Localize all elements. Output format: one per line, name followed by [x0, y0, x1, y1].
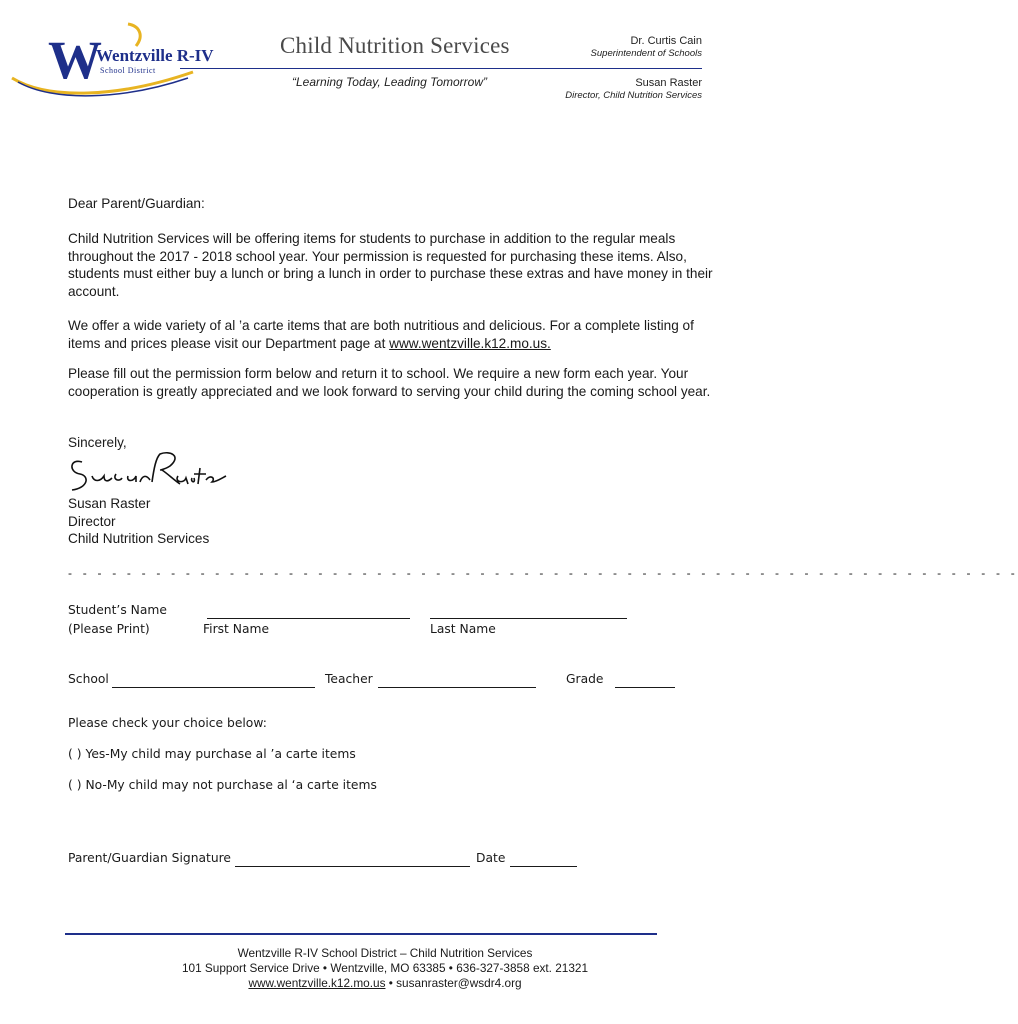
date-field[interactable] [510, 866, 577, 867]
choice-prompt: Please check your choice below: [68, 716, 267, 730]
footer-divider [65, 933, 657, 935]
cut-line: - - - - - - - - - - - - - - - - - - - - - - - - - - - - - - - - - - - - - - - - - - - - - - - - - - - - - - - - - - - - - - - - - [68, 566, 1018, 580]
footer-line-3 [0, 976, 770, 990]
option-yes-checkbox[interactable]: ( ) [68, 747, 82, 761]
logo-subtitle: School District [100, 66, 156, 75]
date-label: Date [476, 851, 506, 865]
paragraph-1 [68, 230, 728, 300]
teacher-label: Teacher [325, 672, 373, 686]
director-title: Director, Child Nutrition Services [565, 90, 702, 101]
footer-email[interactable]: susanraster@wsdr4.org [396, 976, 522, 990]
please-print-label: (Please Print) [68, 622, 150, 636]
last-name-label: Last Name [430, 622, 496, 636]
paragraph-3 [68, 365, 728, 400]
superintendent-title: Superintendent of Schools [590, 48, 702, 59]
option-yes [68, 747, 356, 761]
signer-name: Susan Raster [68, 496, 151, 511]
department-title: Child Nutrition Services [280, 33, 510, 58]
grade-field[interactable] [615, 687, 675, 688]
header-divider [180, 68, 702, 69]
closing: Sincerely, [68, 435, 127, 450]
teacher-field[interactable] [378, 687, 536, 688]
signer-department: Child Nutrition Services [68, 531, 210, 546]
signature-graphic [66, 448, 231, 498]
option-no-label: No-My child may not purchase al ‘a carte items [85, 778, 377, 792]
option-no-checkbox[interactable]: ( ) [68, 778, 82, 792]
handwritten-signature [66, 448, 231, 498]
guardian-signature-field[interactable] [235, 866, 470, 867]
option-yes-label: Yes-My child may purchase al ’a carte items [85, 747, 356, 761]
grade-label: Grade [566, 672, 604, 686]
footer-website-link[interactable]: www.wentzville.k12.mo.us [248, 976, 386, 990]
tagline: “Learning Today, Leading Tomorrow” [292, 75, 488, 89]
signer-title: Director [68, 514, 116, 529]
first-name-field[interactable] [207, 618, 410, 619]
paragraph-2 [68, 317, 728, 352]
footer-line-1: Wentzville R-IV School District – Child Nutrition Services [237, 946, 533, 960]
director-name: Susan Raster [635, 77, 702, 89]
option-no [68, 778, 377, 792]
student-name-label: Student’s Name [68, 603, 167, 617]
paragraph-2-text: We offer a wide variety of al ’a carte items that are both nutritious and delicious. For a complete listing of items and prices please visit our Department page at [68, 318, 694, 351]
salutation: Dear Parent/Guardian: [68, 196, 205, 211]
last-name-field[interactable] [430, 618, 627, 619]
department-link[interactable]: www.wentzville.k12.mo.us. [389, 335, 551, 351]
first-name-label: First Name [203, 622, 270, 636]
paragraph-1-text: Child Nutrition Services will be offering items for students to purchase in addition to the regular meals throughout the 2017 - 2018 school year. Your permission is requested for purchasing these items. Also, students must either buy a lunch or bring a lunch in order to purchase these extras and have money in their account. [68, 231, 713, 299]
svg-text:W: W [48, 30, 102, 90]
footer-line-2: 101 Support Service Drive • Wentzville, MO 63385 • 636-327-3858 ext. 21321 [181, 961, 589, 975]
school-field[interactable] [112, 687, 315, 688]
paragraph-3-text: Please fill out the permission form below and return it to school. We require a new form each year. Your cooperation is greatly appreciated and we look forward to serving your child during the coming school year. [68, 366, 711, 399]
footer-separator: • [385, 976, 397, 990]
district-logo [8, 20, 214, 100]
school-label: School [68, 672, 109, 686]
logo-wordmark: Wentzville R-IV [96, 46, 214, 65]
guardian-signature-label: Parent/Guardian Signature [68, 851, 231, 865]
superintendent-name: Dr. Curtis Cain [630, 35, 702, 47]
